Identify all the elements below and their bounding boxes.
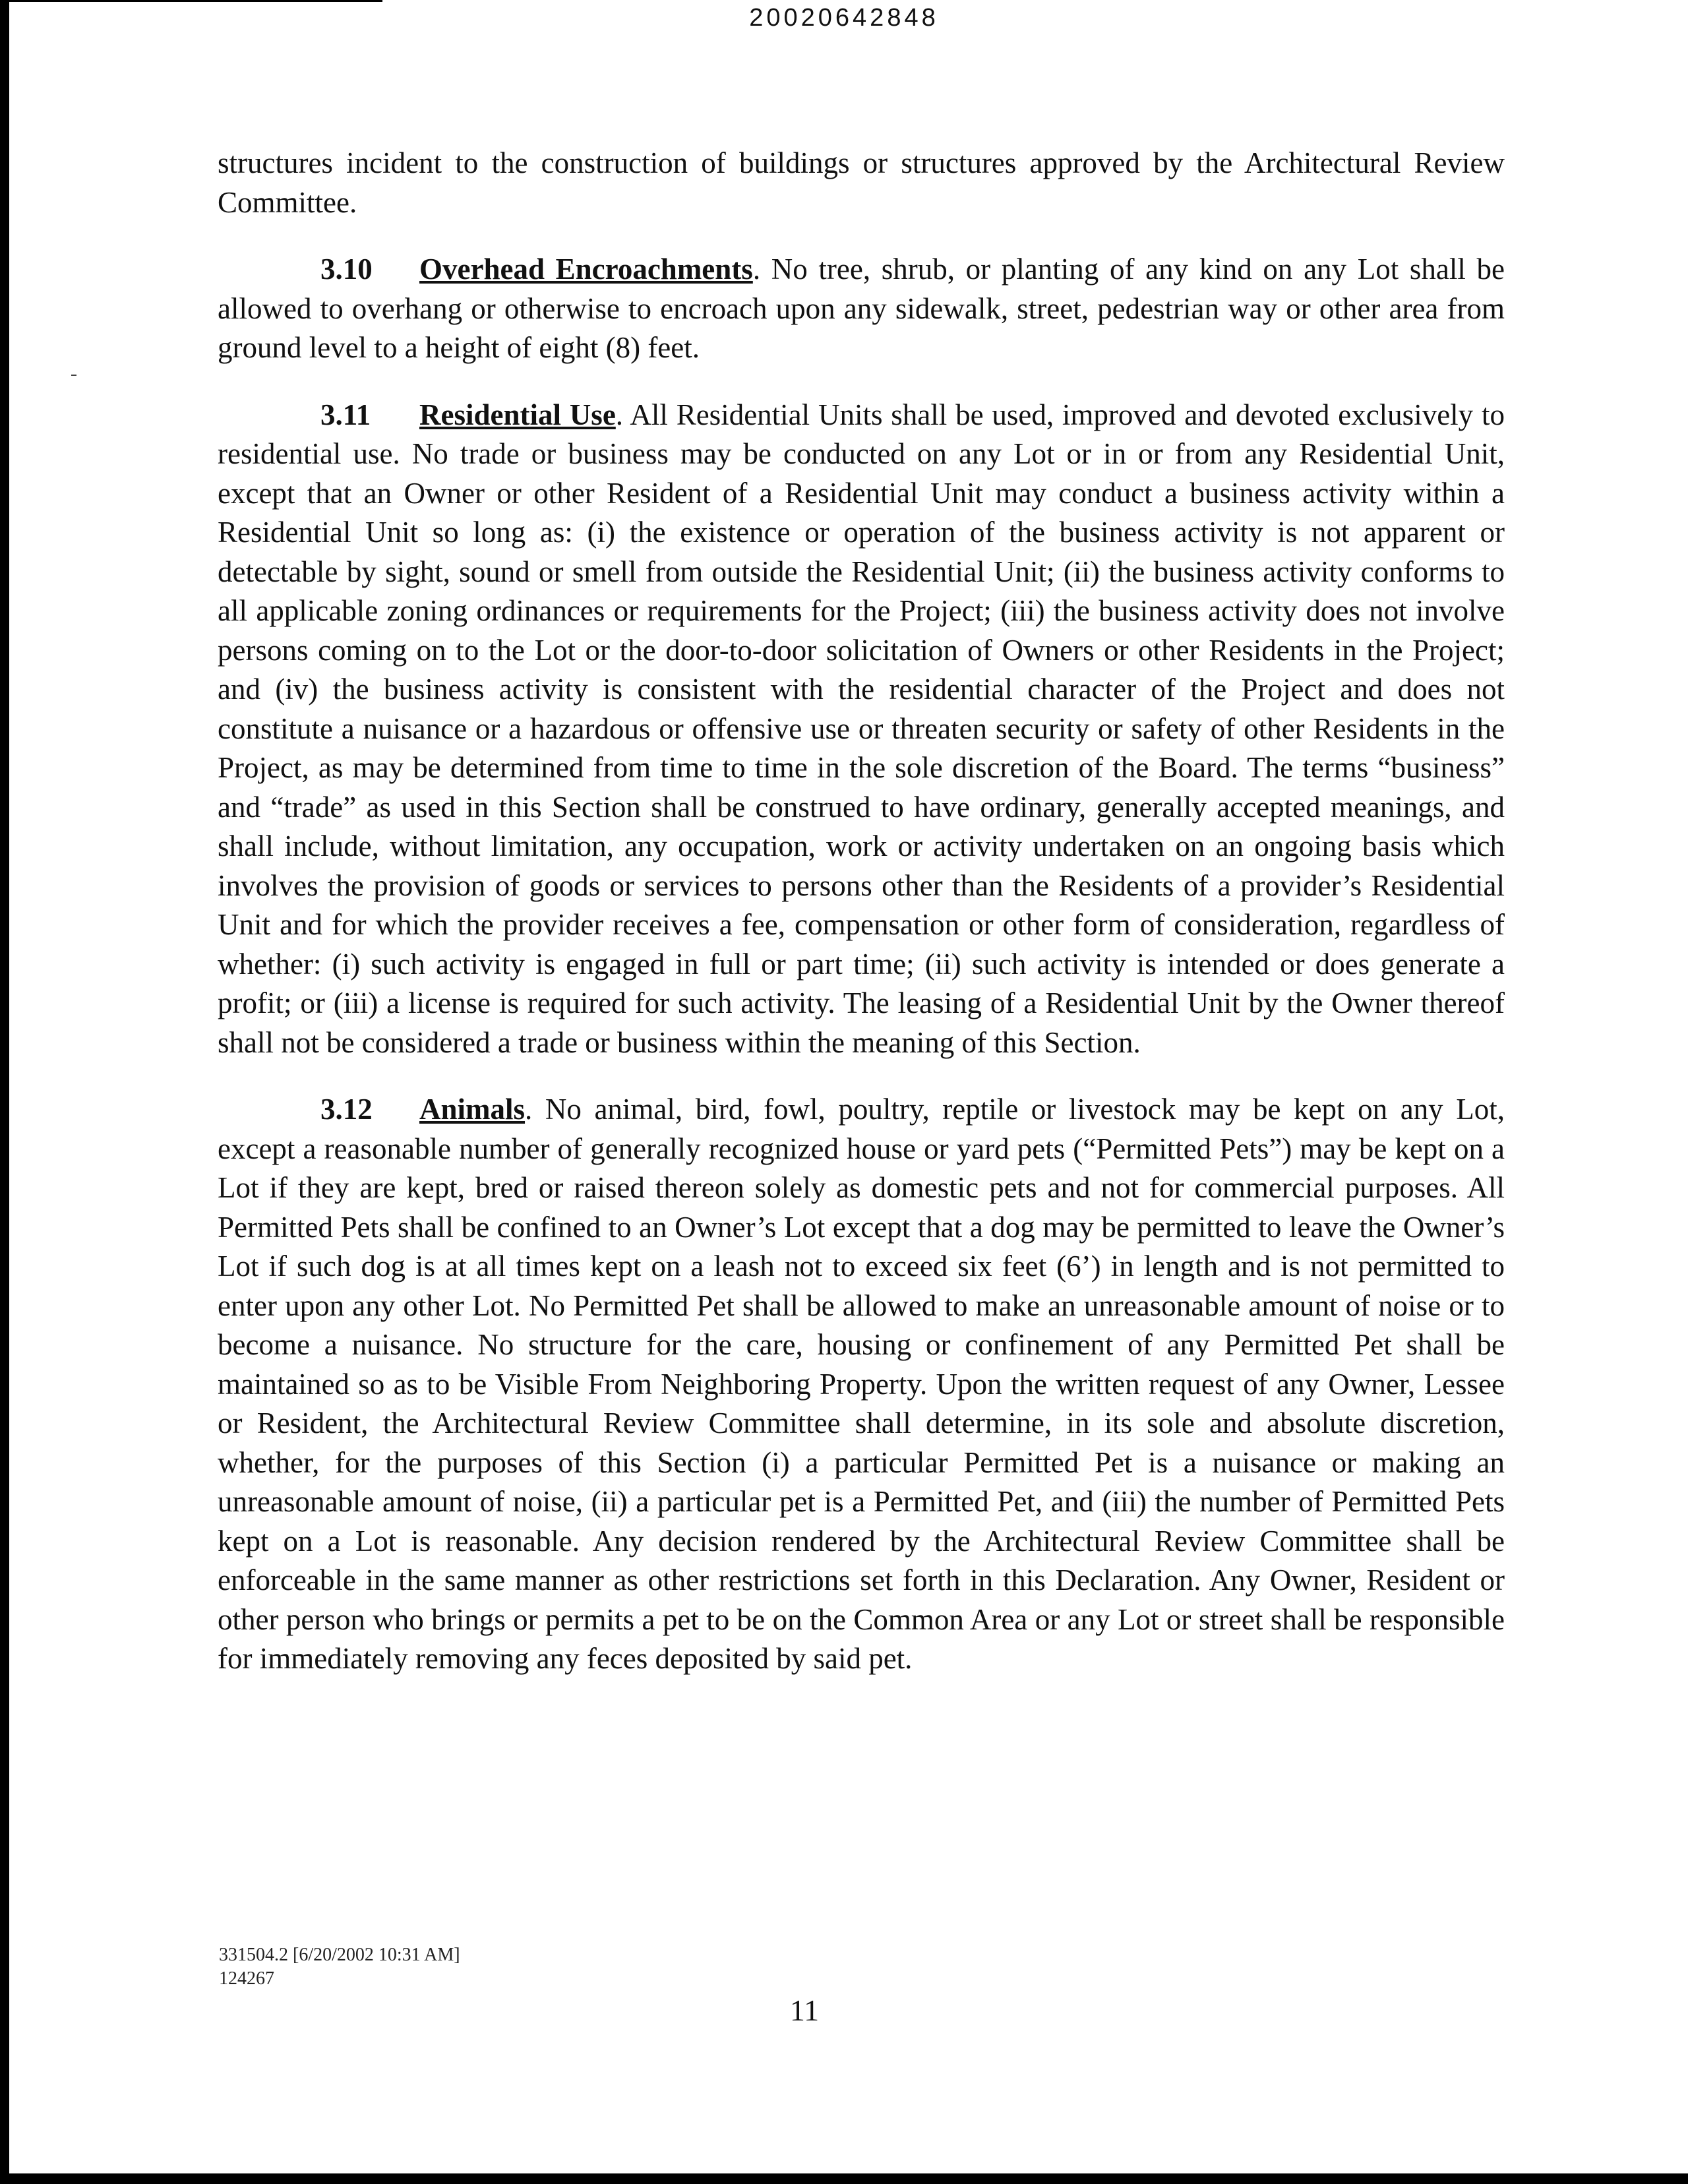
section-number: 3.10 bbox=[320, 253, 373, 286]
section-text: . No animal, bird, fowl, poultry, reptile or livestock may be kept on any Lot, except a reasonable number of generally recognized house or yard pets (“Permitted Pets”) may be kept on a Lot if they are kept, bred or raised thereon solely as domestic pets and not for commercial purposes. All Permitted Pets shall be confined to an Owner’s Lot except that a dog may be permitted to leave the Owner’s Lot if such dog is at all times kept on a leash not to exceed six feet (6’) in length and is not permitted to enter upon any other Lot. No Permitted Pet shall be allowed to make an unreasonable amount of noise or to become a nuisance. No structure for the care, housing or confinement of any Permitted Pet shall be maintained so as to be Visible From Neighboring Property. Upon the written request of any Owner, Lessee or Resident, the Architectural Review Committee shall determine, in its sole and absolute discretion, whether, for the purposes of this Section (i) a particular Permitted Pet is a nuisance or making an unreasonable amount of noise, (ii) a particular pet is a Permitted Pet, and (iii) the number of Permitted Pets kept on a Lot is reasonable. Any decision rendered by the Architectural Review Committee shall be enforceable in the same manner as other restrictions set forth in this Declaration. Any Owner, Resident or other person who brings or permits a pet to be on the Common Area or any Lot or street shall be responsible for immediately removing any feces deposited by said pet. bbox=[218, 1093, 1505, 1675]
page-number: 11 bbox=[789, 1993, 820, 2027]
section-3-12 bbox=[218, 1090, 1505, 1679]
section-title: Animals bbox=[419, 1093, 526, 1126]
section-text: . All Residential Units shall be used, improved and devoted exclusively to residential use. No trade or business may be conducted on any Lot or in or from any Residential Unit, except that an Owner or other Resident of a Residential Unit may conduct a business activity within a Residential Unit so long as: (i) the existence or operation of the business activity is not apparent or detectable by sight, sound or smell from outside the Residential Unit; (ii) the business activity conforms to all applicable zoning ordinances or requirements for the Project; (iii) the business activity does not involve persons coming on to the Lot or the door-to-door solicitation of Owners or other Residents in the Project; and (iv) the business activity is consistent with the residential character of the Project and does not constitute a nuisance or a hazardous or offensive use or threaten security or safety of other Residents in the Project, as may be determined from time to time in the sole discretion of the Board. The terms “business” and “trade” as used in this Section shall be construed to have ordinary, generally accepted meanings, and shall include, without limitation, any occupation, work or activity undertaken on an ongoing basis which involves the provision of goods or services to persons other than the Residents of a provider’s Residential Unit and for which the provider receives a fee, compensation or other form of consideration, regardless of whether: (i) such activity is engaged in full or part time; (ii) such activity is intended or does generate a profit; or (iii) a license is required for such activity. The leasing of a Residential Unit by the Owner thereof shall not be considered a trade or business within the meaning of this Section. bbox=[218, 398, 1505, 1059]
scan-top-rule bbox=[0, 0, 382, 2]
scan-left-border bbox=[0, 0, 9, 2184]
footer-document-id bbox=[219, 1943, 460, 1991]
section-title: Overhead Encroachments bbox=[419, 253, 753, 286]
section-title: Residential Use bbox=[419, 398, 616, 431]
section-number: 3.11 bbox=[320, 398, 371, 431]
section-number: 3.12 bbox=[320, 1093, 373, 1126]
footer-id-line-1: 331504.2 [6/20/2002 10:31 AM] bbox=[219, 1945, 460, 1965]
document-body bbox=[218, 144, 1505, 1707]
continuation-paragraph bbox=[218, 144, 1505, 222]
continuation-text: structures incident to the construction of buildings or structures approved by the Architectural Review Committee. bbox=[218, 146, 1505, 219]
section-text: . No tree, shrub, or planting of any kind on any Lot shall be allowed to overhang or otherwise to encroach upon any sidewalk, street, pedestrian way or other area from ground level to a height of eight (8) feet. bbox=[218, 253, 1505, 364]
footer-id-line-2: 124267 bbox=[219, 1968, 274, 1989]
scan-bottom-border bbox=[0, 2173, 1688, 2184]
section-3-10 bbox=[218, 250, 1505, 368]
section-3-11 bbox=[218, 396, 1505, 1063]
document-number: 20020642848 bbox=[749, 4, 939, 32]
scan-margin-mark bbox=[71, 375, 76, 376]
